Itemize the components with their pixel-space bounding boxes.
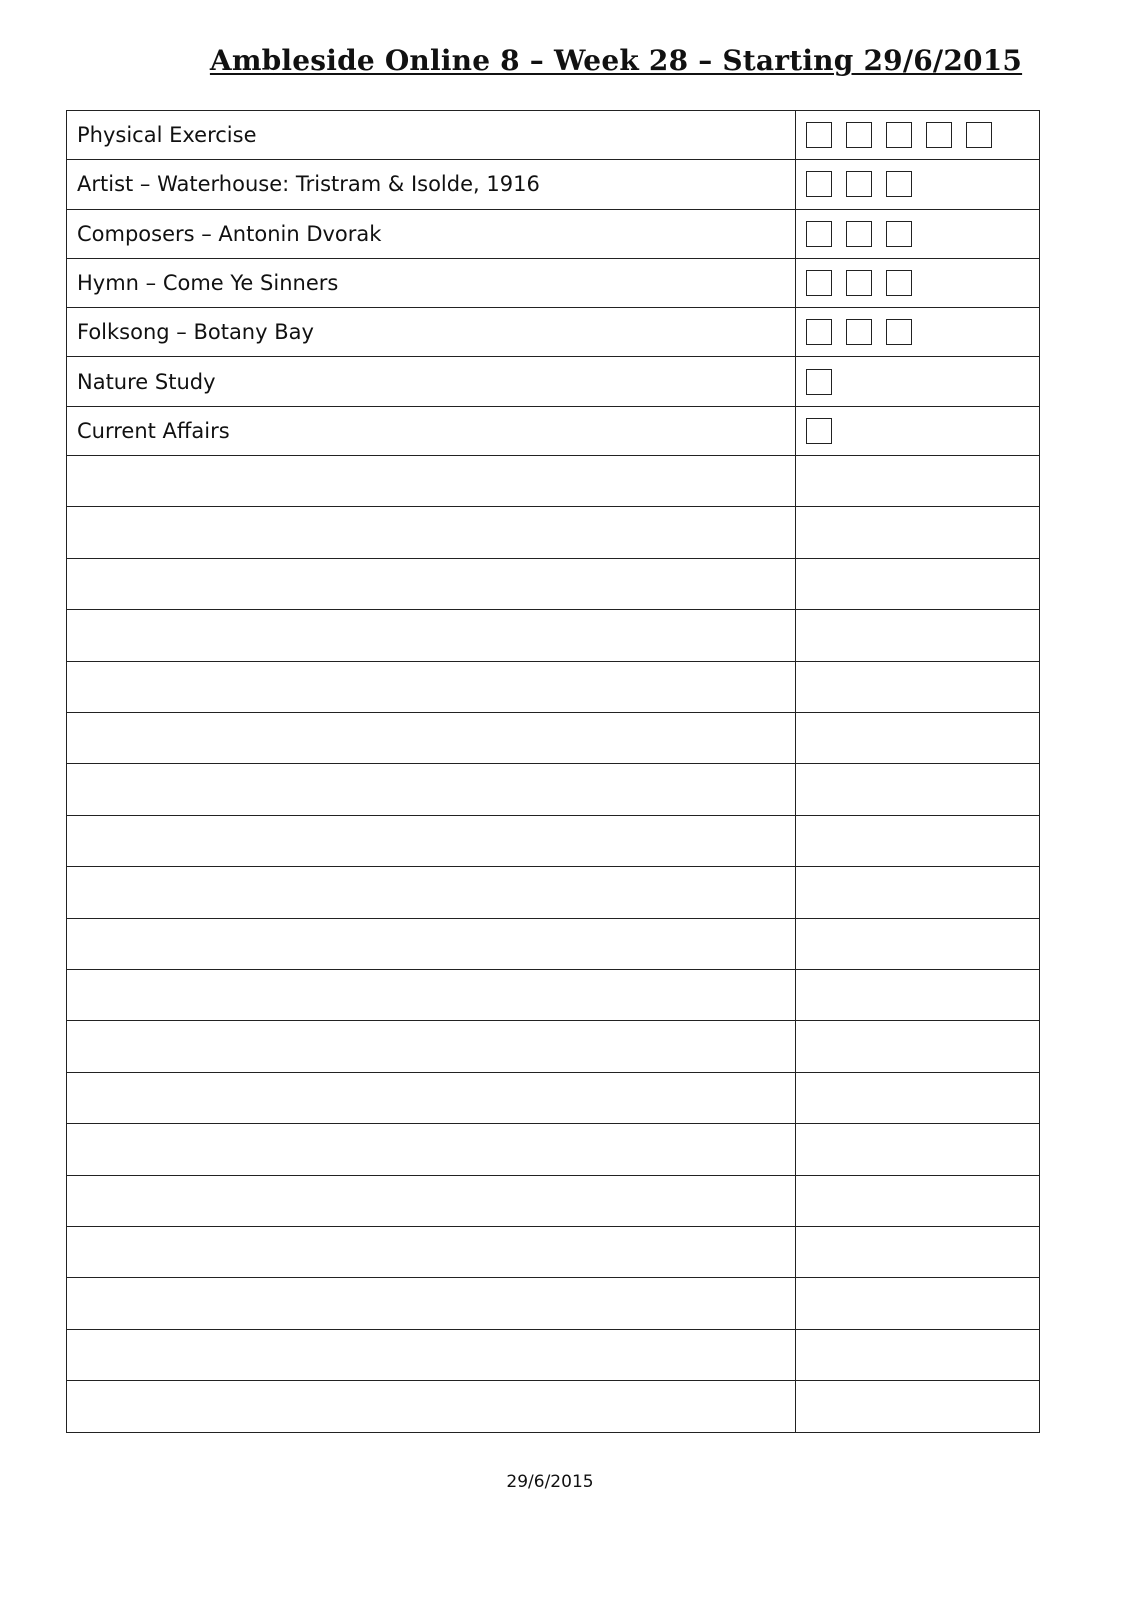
blank-check-cell bbox=[796, 1330, 1039, 1380]
blank-check-cell bbox=[796, 764, 1039, 814]
task-label: Physical Exercise bbox=[67, 111, 796, 159]
task-row bbox=[67, 308, 1039, 357]
blank-task-cell bbox=[67, 816, 796, 866]
task-row bbox=[67, 259, 1039, 308]
blank-check-cell bbox=[796, 1227, 1039, 1277]
checkbox-group bbox=[796, 407, 1039, 455]
blank-row bbox=[67, 1330, 1039, 1381]
blank-task-cell bbox=[67, 1124, 796, 1174]
blank-row bbox=[67, 610, 1039, 661]
task-table bbox=[66, 110, 1040, 1433]
task-checkbox[interactable] bbox=[846, 171, 872, 197]
task-checkbox[interactable] bbox=[846, 221, 872, 247]
task-checkbox[interactable] bbox=[806, 369, 832, 395]
blank-task-cell bbox=[67, 1330, 796, 1380]
checkbox-group bbox=[796, 357, 1039, 405]
page-title: Ambleside Online 8 – Week 28 – Starting 29/6/2015 bbox=[209, 44, 1023, 77]
task-row bbox=[67, 407, 1039, 456]
blank-task-cell bbox=[67, 1073, 796, 1123]
blank-check-cell bbox=[796, 970, 1039, 1020]
task-label: Artist – Waterhouse: Tristram & Isolde, 1916 bbox=[67, 160, 796, 208]
blank-row bbox=[67, 1278, 1039, 1329]
blank-task-cell bbox=[67, 867, 796, 917]
blank-check-cell bbox=[796, 1381, 1039, 1431]
task-label: Hymn – Come Ye Sinners bbox=[67, 259, 796, 307]
blank-row bbox=[67, 1176, 1039, 1227]
blank-row bbox=[67, 1073, 1039, 1124]
task-label: Current Affairs bbox=[67, 407, 796, 455]
blank-task-cell bbox=[67, 919, 796, 969]
task-checkbox[interactable] bbox=[886, 171, 912, 197]
task-row bbox=[67, 111, 1039, 160]
blank-row bbox=[67, 1124, 1039, 1175]
checkbox-group bbox=[796, 259, 1039, 307]
blank-task-cell bbox=[67, 610, 796, 660]
blank-check-cell bbox=[796, 559, 1039, 609]
footer-date: 29/6/2015 bbox=[506, 1472, 594, 1492]
blank-task-cell bbox=[67, 1176, 796, 1226]
task-row bbox=[67, 160, 1039, 209]
blank-check-cell bbox=[796, 816, 1039, 866]
task-checkbox[interactable] bbox=[846, 319, 872, 345]
blank-check-cell bbox=[796, 507, 1039, 557]
blank-row bbox=[67, 919, 1039, 970]
blank-row bbox=[67, 507, 1039, 558]
task-checkbox[interactable] bbox=[886, 221, 912, 247]
task-checkbox[interactable] bbox=[806, 221, 832, 247]
task-checkbox[interactable] bbox=[886, 122, 912, 148]
checkbox-group bbox=[796, 210, 1039, 258]
blank-check-cell bbox=[796, 867, 1039, 917]
checkbox-group bbox=[796, 160, 1039, 208]
checkbox-group bbox=[796, 111, 1039, 159]
blank-task-cell bbox=[67, 507, 796, 557]
blank-check-cell bbox=[796, 1124, 1039, 1174]
blank-row bbox=[67, 456, 1039, 507]
blank-task-cell bbox=[67, 1381, 796, 1431]
blank-check-cell bbox=[796, 1073, 1039, 1123]
task-checkbox[interactable] bbox=[926, 122, 952, 148]
task-checkbox[interactable] bbox=[806, 319, 832, 345]
task-row bbox=[67, 357, 1039, 406]
blank-row bbox=[67, 1021, 1039, 1072]
blank-row bbox=[67, 1227, 1039, 1278]
blank-check-cell bbox=[796, 1021, 1039, 1071]
task-checkbox[interactable] bbox=[886, 270, 912, 296]
blank-row bbox=[67, 559, 1039, 610]
blank-row bbox=[67, 970, 1039, 1021]
blank-task-cell bbox=[67, 1227, 796, 1277]
blank-task-cell bbox=[67, 1278, 796, 1328]
task-checkbox[interactable] bbox=[806, 122, 832, 148]
task-checkbox[interactable] bbox=[806, 418, 832, 444]
task-label: Folksong – Botany Bay bbox=[67, 308, 796, 356]
task-checkbox[interactable] bbox=[886, 319, 912, 345]
task-checkbox[interactable] bbox=[806, 171, 832, 197]
task-label: Composers – Antonin Dvorak bbox=[67, 210, 796, 258]
blank-check-cell bbox=[796, 1176, 1039, 1226]
blank-task-cell bbox=[67, 559, 796, 609]
task-checkbox[interactable] bbox=[966, 122, 992, 148]
blank-task-cell bbox=[67, 713, 796, 763]
blank-row bbox=[67, 713, 1039, 764]
blank-row bbox=[67, 867, 1039, 918]
task-checkbox[interactable] bbox=[806, 270, 832, 296]
blank-task-cell bbox=[67, 662, 796, 712]
checkbox-group bbox=[796, 308, 1039, 356]
blank-task-cell bbox=[67, 456, 796, 506]
blank-check-cell bbox=[796, 610, 1039, 660]
task-checkbox[interactable] bbox=[846, 122, 872, 148]
blank-task-cell bbox=[67, 1021, 796, 1071]
blank-check-cell bbox=[796, 456, 1039, 506]
blank-check-cell bbox=[796, 919, 1039, 969]
task-label: Nature Study bbox=[67, 357, 796, 405]
blank-row bbox=[67, 764, 1039, 815]
blank-task-cell bbox=[67, 764, 796, 814]
blank-check-cell bbox=[796, 662, 1039, 712]
blank-task-cell bbox=[67, 970, 796, 1020]
blank-row bbox=[67, 662, 1039, 713]
blank-row bbox=[67, 816, 1039, 867]
task-checkbox[interactable] bbox=[846, 270, 872, 296]
blank-check-cell bbox=[796, 713, 1039, 763]
task-row bbox=[67, 210, 1039, 259]
blank-check-cell bbox=[796, 1278, 1039, 1328]
blank-row bbox=[67, 1381, 1039, 1432]
